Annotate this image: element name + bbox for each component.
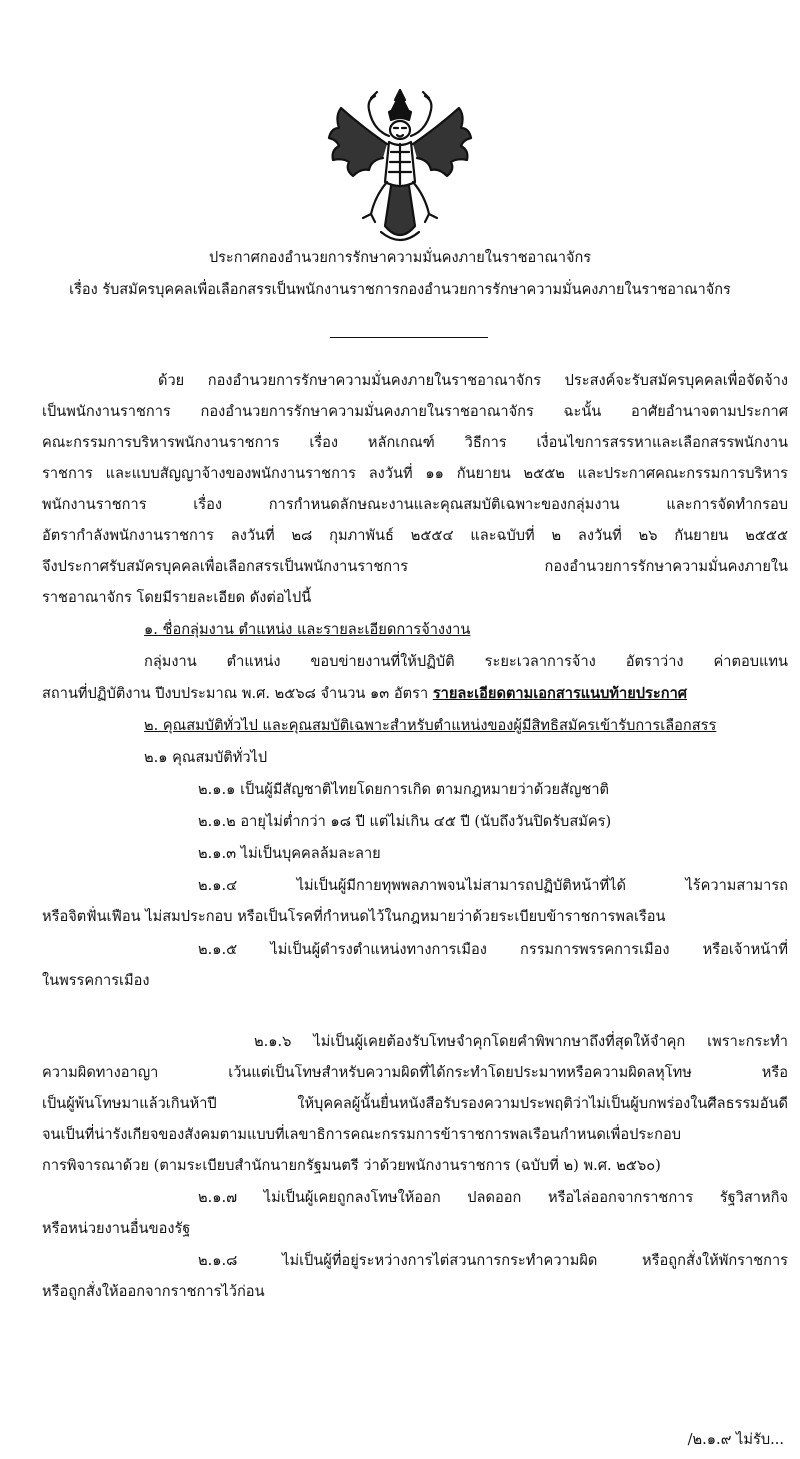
intro-line-5: พนักงานราชการ เรื่อง การกำหนดลักษณะงานและคุณสมบัติเฉพาะของกลุ่มงาน และการจัดทำกรอบ [42,496,788,513]
section-1-line-1: กลุ่มงาน ตำแหน่ง ขอบข่ายงานที่ให้ปฏิบัติ ระยะเวลาการจ้าง อัตราว่าง ค่าตอบแทน [144,653,788,670]
section-1-line-2-text: สถานที่ปฏิบัติงาน ปีงบประมาณ พ.ศ. ๒๕๖๘ จำนวน ๑๓ อัตรา [42,685,433,702]
section-2-heading: ๒. คุณสมบัติทั่วไป และคุณสมบัติเฉพาะสำหรับตำแหน่งของผู้มีสิทธิสมัครเข้ารับการเลือกสรร [144,717,717,734]
item-2-1-2: ๒.๑.๒ อายุไม่ต่ำกว่า ๑๘ ปี แต่ไม่เกิน ๔๕ ปี (นับถึงวันปิดรับสมัคร) [198,813,612,830]
item-2-1-5-line-1: ๒.๑.๕ ไม่เป็นผู้ดำรงตำแหน่งทางการเมือง กรรมการพรรคการเมือง หรือเจ้าหน้าที่ [198,941,788,958]
section-1-line-2 [42,684,687,704]
section-1-heading: ๑. ชื่อกลุ่มงาน ตำแหน่ง และรายละเอียดการจ้างงาน [144,621,471,638]
intro-line-4: ราชการ และแบบสัญญาจ้างของพนักงานราชการ ลงวันที่ ๑๑ กันยายน ๒๕๕๒ และประกาศคณะกรรมการบริหาร [42,465,788,482]
item-2-1-7-line-1: ๒.๑.๗ ไม่เป็นผู้เคยถูกลงโทษให้ออก ปลดออก หรือไล่ออกจากราชการ รัฐวิสาหกิจ [198,1189,788,1206]
intro-line-8: ราชอาณาจักร โดยมีรายละเอียด ดังต่อไปนี้ [42,589,312,606]
title-divider [330,337,488,338]
item-2-1-6-line-1: ๒.๑.๖ ไม่เป็นผู้เคยต้องรับโทษจำคุกโดยคำพิพากษาถึงที่สุดให้จำคุก เพราะกระทำ [254,1033,788,1050]
item-2-1-1: ๒.๑.๑ เป็นผู้มีสัญชาติไทยโดยการเกิด ตามกฎหมายว่าด้วยสัญชาติ [198,781,610,798]
section-2-1-heading: ๒.๑ คุณสมบัติทั่วไป [144,749,268,766]
item-2-1-3: ๒.๑.๓ ไม่เป็นบุคคลล้มละลาย [198,845,381,862]
item-2-1-6-line-5: การพิจารณาด้วย (ตามระเบียบสำนักนายกรัฐมนตรี ว่าด้วยพนักงานราชการ (ฉบับที่ ๒) พ.ศ. ๒๕๖๐) [42,1157,661,1174]
intro-line-1: ด้วย กองอำนวยการรักษาความมั่นคงภายในราชอาณาจักร ประสงค์จะรับสมัครบุคคลเพื่อจัดจ้าง [158,372,788,389]
intro-line-7: จึงประกาศรับสมัครบุคคลเพื่อเลือกสรรเป็นพนักงานราชการ กองอำนวยการรักษาความมั่นคงภายใน [42,558,788,575]
intro-line-6: อัตรากำลังพนักงานราชการ ลงวันที่ ๒๘ กุมภาพันธ์ ๒๕๕๔ และฉบับที่ ๒ ลงวันที่ ๒๖ กันยายน ๒๕๕๕ [42,527,788,544]
item-2-1-4-line-2: หรือจิตฟั่นเฟือน ไม่สมประกอบ หรือเป็นโรคที่กำหนดไว้ในกฎหมายว่าด้วยระเบียบข้าราชการพลเรือน [42,908,666,925]
garuda-emblem-icon [325,86,475,248]
intro-line-3: คณะกรรมการบริหารพนักงานราชการ เรื่อง หลักเกณฑ์ วิธีการ เงื่อนไขการสรรหาและเลือกสรรพนักงาน [42,434,788,451]
announcement-title: ประกาศกองอำนวยการรักษาความมั่นคงภายในราชอาณาจักร [208,250,592,266]
item-2-1-6-line-3: เป็นผู้พ้นโทษมาแล้วเกินห้าปี ให้บุคคลผู้นั้นยื่นหนังสือรับรองความประพฤติว่าไม่เป็นผู้บกพร่องในศีลธรรมอันดี [42,1095,788,1112]
intro-line-2: เป็นพนักงานราชการ กองอำนวยการรักษาความมั่นคงภายในราชอาณาจักร ฉะนั้น อาศัยอำนาจตามประกาศ [42,403,788,420]
item-2-1-6-line-4: จนเป็นที่น่ารังเกียจของสังคมตามแบบที่เลขาธิการคณะกรรมการข้าราชการพลเรือนกำหนดเพื่อประกอบ [42,1126,681,1143]
attachment-reference: รายละเอียดตามเอกสารแนบท้ายประกาศ [432,685,688,702]
item-2-1-8-line-2: หรือถูกสั่งให้ออกจากราชการไว้ก่อน [42,1283,265,1300]
announcement-subject: เรื่อง รับสมัครบุคคลเพื่อเลือกสรรเป็นพนักงานราชการกองอำนวยการรักษาความมั่นคงภายในราชอาณาจักร [69,282,731,298]
page-continuation: /๒.๑.๙ ไม่รับ... [687,1431,784,1448]
item-2-1-5-line-2: ในพรรคการเมือง [42,972,150,989]
item-2-1-6-line-2: ความผิดทางอาญา เว้นแต่เป็นโทษสำหรับความผิดที่ได้กระทำโดยประมาทหรือความผิดลหุโทษ หรือ [42,1064,788,1081]
item-2-1-7-line-2: หรือหน่วยงานอื่นของรัฐ [42,1220,191,1237]
item-2-1-4-line-1: ๒.๑.๔ ไม่เป็นผู้มีกายทุพพลภาพจนไม่สามารถปฏิบัติหน้าที่ได้ ไร้ความสามารถ [198,877,788,894]
item-2-1-8-line-1: ๒.๑.๘ ไม่เป็นผู้ที่อยู่ระหว่างการไต่สวนการกระทำความผิด หรือถูกสั่งให้พักราชการ [198,1252,788,1269]
